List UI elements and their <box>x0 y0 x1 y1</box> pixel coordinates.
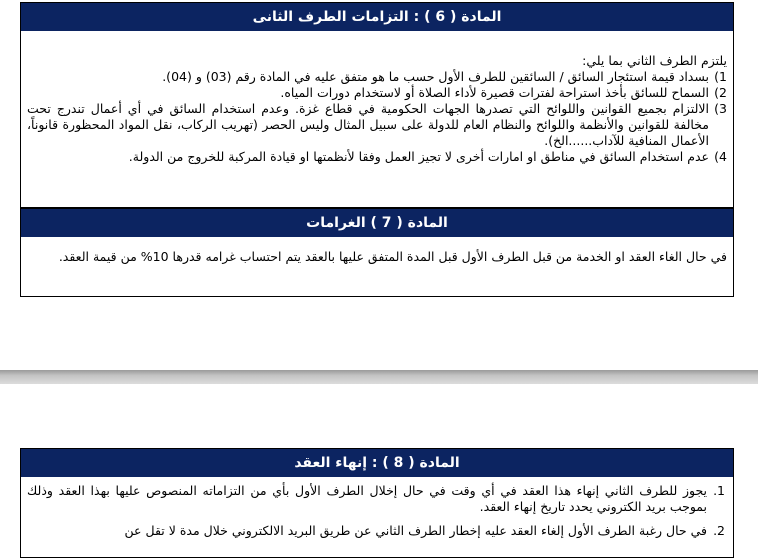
article-8-list <box>27 483 725 539</box>
list-item <box>27 85 727 101</box>
item-text: يجوز للطرف الثاني إنهاء هذا العقد في أي وقت في حال إخلال الطرف الأول بأي من التزاماته المنصوص عليها بهذا العقد وذلك بموجب بريد الكتروني يحدد تاريخ إنهاء العقد. <box>27 483 707 514</box>
article-6-body <box>21 31 733 169</box>
article-7-text: في حال الغاء العقد او الخدمة من قبل الطرف الأول قبل المدة المتفق عليها بالعقد يتم احتساب غرامه قدرها 10% من قيمة العقد. <box>58 249 727 264</box>
article-8-title: المادة ( 8 ) : إنهاء العقد <box>21 449 733 477</box>
item-text: الالتزام بجميع القوانين واللوائح التي تصدرها الجهات الحكومية في قطاع غزة. وعدم استخدام السائق في أي أعمال تندرج تحت مخالفة للقوانين والأنظمة واللوائح والنظام العام للدولة على سبيل المثال وليس الحصر (تهريب الركاب، نقل المواد المحظورة قانوناً، الأعمال المنافية للآداب......الخ). <box>27 101 709 148</box>
list-item <box>27 483 725 515</box>
item-text: في حال رغبة الطرف الأول إلغاء العقد عليه إخطار الطرف الثاني عن طريق البريد الالكتروني خلال مدة لا تقل عن <box>124 523 707 538</box>
article-8-box <box>20 448 734 558</box>
article-7-box <box>20 208 734 297</box>
item-text: بسداد قيمة استئجار السائق / السائقين للطرف الأول حسب ما هو متفق عليه في المادة رقم (03) و (04). <box>162 69 709 84</box>
article-7-title: المادة ( 7 ) الغرامات <box>21 209 733 237</box>
page-separator <box>0 370 758 384</box>
article-6-intro: يلتزم الطرف الثاني بما يلي: <box>582 53 727 68</box>
item-text: السماح للسائق بأخذ استراحة لفترات قصيرة لأداء الصلاة أو لاستخدام دورات المياه. <box>280 85 709 100</box>
list-item <box>27 69 727 85</box>
list-item <box>27 523 725 539</box>
article-6-list <box>27 69 727 165</box>
item-number: 2. <box>713 523 725 538</box>
item-number: 2) <box>714 85 727 100</box>
article-8-body <box>21 477 733 543</box>
item-number: 1. <box>713 483 725 498</box>
item-text: عدم استخدام السائق في مناطق او امارات أخرى لا تجيز العمل وفقا لأنظمتها او قيادة المركبة للخروج من الدولة. <box>128 149 709 164</box>
article-6-box <box>20 2 734 208</box>
list-item <box>27 149 727 165</box>
list-item <box>27 101 727 149</box>
document-page-2 <box>0 384 758 547</box>
item-number: 4) <box>714 149 727 164</box>
item-number: 3) <box>714 101 727 116</box>
article-6-title: المادة ( 6 ) : التزامات الطرف الثانى <box>21 3 733 31</box>
item-number: 1) <box>714 69 727 84</box>
